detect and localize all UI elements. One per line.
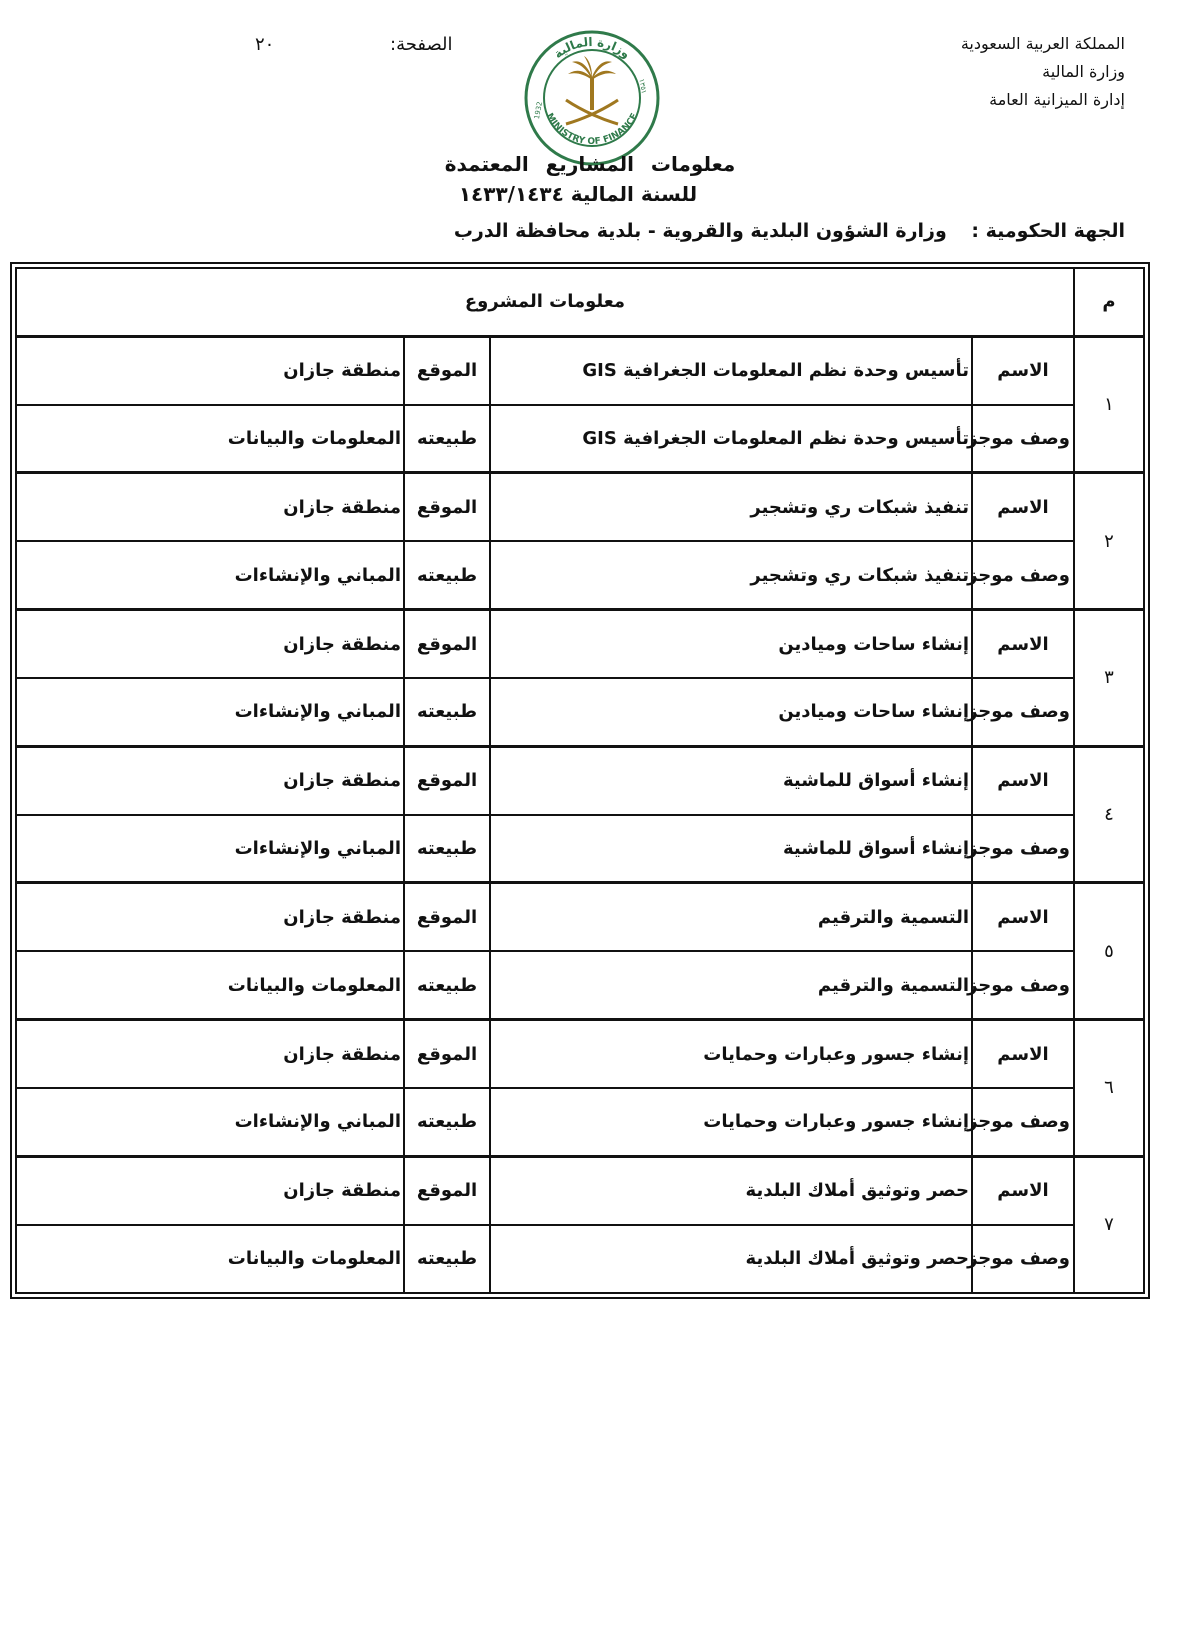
description-label: وصف موجز — [972, 1088, 1074, 1156]
project-location: منطقة جازان — [16, 610, 404, 678]
projects-table-frame — [10, 262, 1150, 1299]
svg-text:MINISTRY OF FINANCE: MINISTRY OF FINANCE — [543, 111, 641, 148]
description-label: وصف موجز — [972, 405, 1074, 473]
table-row — [16, 883, 1144, 951]
name-label: الاسم — [972, 336, 1074, 404]
svg-text:وزارة المالية: وزارة المالية — [551, 34, 633, 62]
project-location: منطقة جازان — [16, 883, 404, 951]
table-row — [16, 951, 1144, 1019]
entity-value: وزارة الشؤون البلدية والقروية - بلدية محافظة الدرب — [453, 220, 947, 242]
location-label: الموقع — [404, 610, 490, 678]
page-label: الصفحة: — [390, 34, 453, 55]
svg-text:1932: 1932 — [532, 100, 544, 120]
name-label: الاسم — [972, 473, 1074, 541]
row-number: ٦ — [1074, 1020, 1144, 1157]
projects-table — [15, 267, 1145, 1294]
project-name: إنشاء ساحات وميادين — [490, 610, 972, 678]
description-label: وصف موجز — [972, 541, 1074, 609]
col-index-header: م — [1074, 268, 1144, 336]
svg-text:١٣٥١: ١٣٥١ — [637, 78, 648, 95]
project-location: منطقة جازان — [16, 1156, 404, 1224]
document-title — [0, 152, 1200, 206]
project-description: تنفيذ شبكات ري وتشجير — [490, 541, 972, 609]
table-row — [16, 473, 1144, 541]
name-label: الاسم — [972, 1020, 1074, 1088]
project-location: منطقة جازان — [16, 1020, 404, 1088]
location-label: الموقع — [404, 1156, 490, 1224]
ministry-name: وزارة المالية — [1042, 62, 1125, 81]
name-label: الاسم — [972, 883, 1074, 951]
issuer-block — [805, 30, 1125, 114]
table-row — [16, 746, 1144, 814]
project-nature: المعلومات والبيانات — [16, 405, 404, 473]
nature-label: طبيعته — [404, 1225, 490, 1293]
project-nature: المباني والإنشاءات — [16, 678, 404, 746]
nature-label: طبيعته — [404, 678, 490, 746]
project-name: حصر وتوثيق أملاك البلدية — [490, 1156, 972, 1224]
project-description: إنشاء جسور وعبارات وحمايات — [490, 1088, 972, 1156]
description-label: وصف موجز — [972, 678, 1074, 746]
row-number: ٧ — [1074, 1156, 1144, 1293]
government-entity — [454, 220, 1125, 242]
col-info-header: معلومات المشروع — [16, 268, 1074, 336]
nature-label: طبيعته — [404, 405, 490, 473]
table-header-row — [16, 268, 1144, 336]
location-label: الموقع — [404, 883, 490, 951]
nature-label: طبيعته — [404, 541, 490, 609]
location-label: الموقع — [404, 1020, 490, 1088]
table-row — [16, 336, 1144, 404]
project-nature: المباني والإنشاءات — [16, 1088, 404, 1156]
table-row — [16, 405, 1144, 473]
project-name: تنفيذ شبكات ري وتشجير — [490, 473, 972, 541]
department-name: إدارة الميزانية العامة — [989, 90, 1125, 109]
table-row — [16, 1225, 1144, 1293]
nature-label: طبيعته — [404, 815, 490, 883]
project-description: تأسيس وحدة نظم المعلومات الجغرافية GIS — [490, 405, 972, 473]
project-description: التسمية والترقيم — [490, 951, 972, 1019]
title-line-2: للسنة المالية ١٤٣٣/١٤٣٤ — [458, 182, 698, 206]
kingdom-name: المملكة العربية السعودية — [960, 34, 1125, 53]
location-label: الموقع — [404, 336, 490, 404]
title-line-1: معلومات المشاريع المعتمدة — [444, 152, 736, 176]
table-row — [16, 1020, 1144, 1088]
ministry-seal-logo — [522, 28, 662, 168]
project-description: إنشاء أسواق للماشية — [490, 815, 972, 883]
project-description: إنشاء ساحات وميادين — [490, 678, 972, 746]
project-nature: المعلومات والبيانات — [16, 951, 404, 1019]
row-number: ٢ — [1074, 473, 1144, 610]
location-label: الموقع — [404, 473, 490, 541]
project-location: منطقة جازان — [16, 746, 404, 814]
description-label: وصف موجز — [972, 1225, 1074, 1293]
name-label: الاسم — [972, 1156, 1074, 1224]
entity-label: الجهة الحكومية : — [971, 220, 1125, 242]
location-label: الموقع — [404, 746, 490, 814]
description-label: وصف موجز — [972, 951, 1074, 1019]
table-row — [16, 1088, 1144, 1156]
project-location: منطقة جازان — [16, 473, 404, 541]
table-row — [16, 610, 1144, 678]
table-row — [16, 541, 1144, 609]
project-location: منطقة جازان — [16, 336, 404, 404]
row-number: ٤ — [1074, 746, 1144, 883]
project-name: إنشاء أسواق للماشية — [490, 746, 972, 814]
table-row — [16, 678, 1144, 746]
name-label: الاسم — [972, 746, 1074, 814]
row-number: ٥ — [1074, 883, 1144, 1020]
project-nature: المباني والإنشاءات — [16, 815, 404, 883]
table-row — [16, 815, 1144, 883]
row-number: ٣ — [1074, 610, 1144, 747]
description-label: وصف موجز — [972, 815, 1074, 883]
project-description: حصر وتوثيق أملاك البلدية — [490, 1225, 972, 1293]
row-number: ١ — [1074, 336, 1144, 473]
table-row — [16, 1156, 1144, 1224]
nature-label: طبيعته — [404, 951, 490, 1019]
project-name: تأسيس وحدة نظم المعلومات الجغرافية GIS — [490, 336, 972, 404]
page-number: ٢٠ — [255, 34, 275, 55]
project-nature: المباني والإنشاءات — [16, 541, 404, 609]
project-name: إنشاء جسور وعبارات وحمايات — [490, 1020, 972, 1088]
nature-label: طبيعته — [404, 1088, 490, 1156]
project-nature: المعلومات والبيانات — [16, 1225, 404, 1293]
project-name: التسمية والترقيم — [490, 883, 972, 951]
name-label: الاسم — [972, 610, 1074, 678]
